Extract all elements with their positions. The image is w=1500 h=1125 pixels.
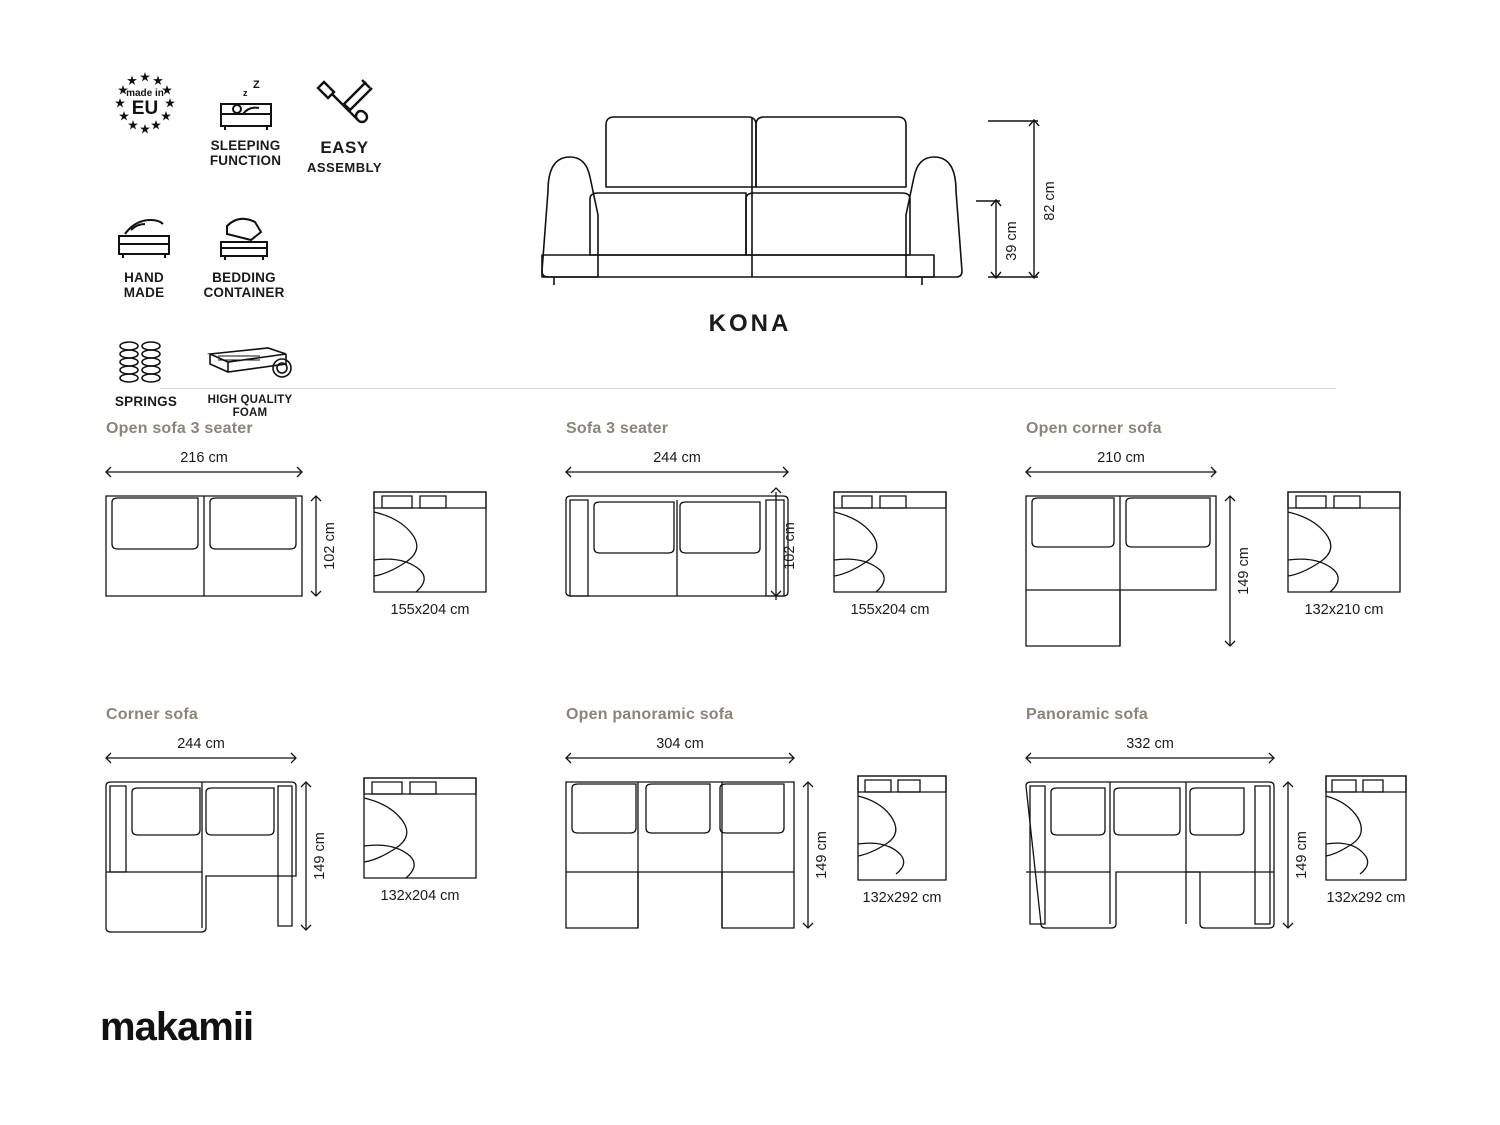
feature-high-quality-foam [204,326,296,420]
feature-label: SLEEPING FUNCTION [209,138,282,169]
variant-corner-sofa [0,706,460,992]
section-divider [160,388,1336,389]
variant-bed-size: 132x292 cm [1326,890,1406,906]
variant-width: 244 cm [177,736,225,752]
variant-title: Sofa 3 seater [566,420,669,437]
bedding-icon [200,202,288,264]
variant-depth: 102 cm [782,522,798,570]
variant-bed-size: 132x204 cm [380,888,460,904]
variant-width: 244 cm [653,450,701,466]
hero-sofa-illustration [520,95,1060,305]
feature-row-1 [100,70,400,176]
brand-logo [100,1000,280,1054]
variant-bed-size: 132x292 cm [862,890,942,906]
product-name: KONA [708,310,792,337]
variant-width: 210 cm [1097,450,1145,466]
springs-icon [100,326,192,388]
variant-title: Panoramic sofa [1026,706,1148,723]
feature-label: SPRINGS [114,394,178,410]
variant-open-panoramic-sofa [460,706,942,992]
hand-sofa-icon [100,202,188,264]
variant-sofa-3-seater [460,420,930,706]
brand-logo-text: makamii [100,1005,254,1049]
variant-width: 304 cm [656,736,704,752]
feature-label: BEDDING CONTAINER [203,270,285,301]
variant-width: 216 cm [180,450,228,466]
variant-depth: 149 cm [814,831,830,879]
foam-icon [204,326,296,388]
variant-bed-size: 155x204 cm [390,602,470,618]
variant-row-2 [0,706,1500,992]
feature-bedding-container [200,202,288,300]
variant-title: Open panoramic sofa [566,706,734,723]
svg-text:z: z [242,88,247,98]
eu-stars-icon [100,70,190,132]
variant-depth: 149 cm [1236,547,1252,595]
variant-bed-size: 155x204 cm [850,602,930,618]
feature-hand-made [100,202,188,300]
sleeping-sofa-icon [202,70,289,132]
feature-label: HAND MADE [123,270,165,301]
variant-bed-size: 132x210 cm [1304,602,1384,618]
feature-label: EASY ASSEMBLY [306,138,383,176]
feature-made-in-eu [100,70,190,176]
variant-row-1 [0,420,1500,706]
variant-depth: 102 cm [322,522,338,570]
feature-sleeping-function [202,70,289,176]
hero-seat-height-label: 39 cm [1004,221,1020,261]
feature-badges [100,70,400,420]
feature-row-3 [100,326,400,420]
variant-depth: 149 cm [312,832,328,880]
svg-text:EU: EU [131,98,159,119]
variant-title: Open corner sofa [1026,420,1162,437]
hero-height-label: 82 cm [1042,181,1058,221]
feature-label: HIGH QUALITY FOAM [207,394,293,420]
variant-grid [0,420,1500,992]
variant-title: Corner sofa [106,706,198,723]
variant-open-sofa-3-seater [0,420,470,706]
variant-panoramic-sofa [920,706,1406,992]
svg-text:Z: Z [252,79,260,91]
feature-row-2 [100,202,400,300]
variant-depth: 149 cm [1294,831,1310,879]
variant-width: 332 cm [1126,736,1174,752]
feature-springs [100,326,192,420]
variant-open-corner-sofa [920,420,1384,706]
feature-easy-assembly [301,70,388,176]
variant-title: Open sofa 3 seater [106,420,253,437]
tools-icon [301,70,388,132]
svg-text:made in: made in [126,88,164,99]
